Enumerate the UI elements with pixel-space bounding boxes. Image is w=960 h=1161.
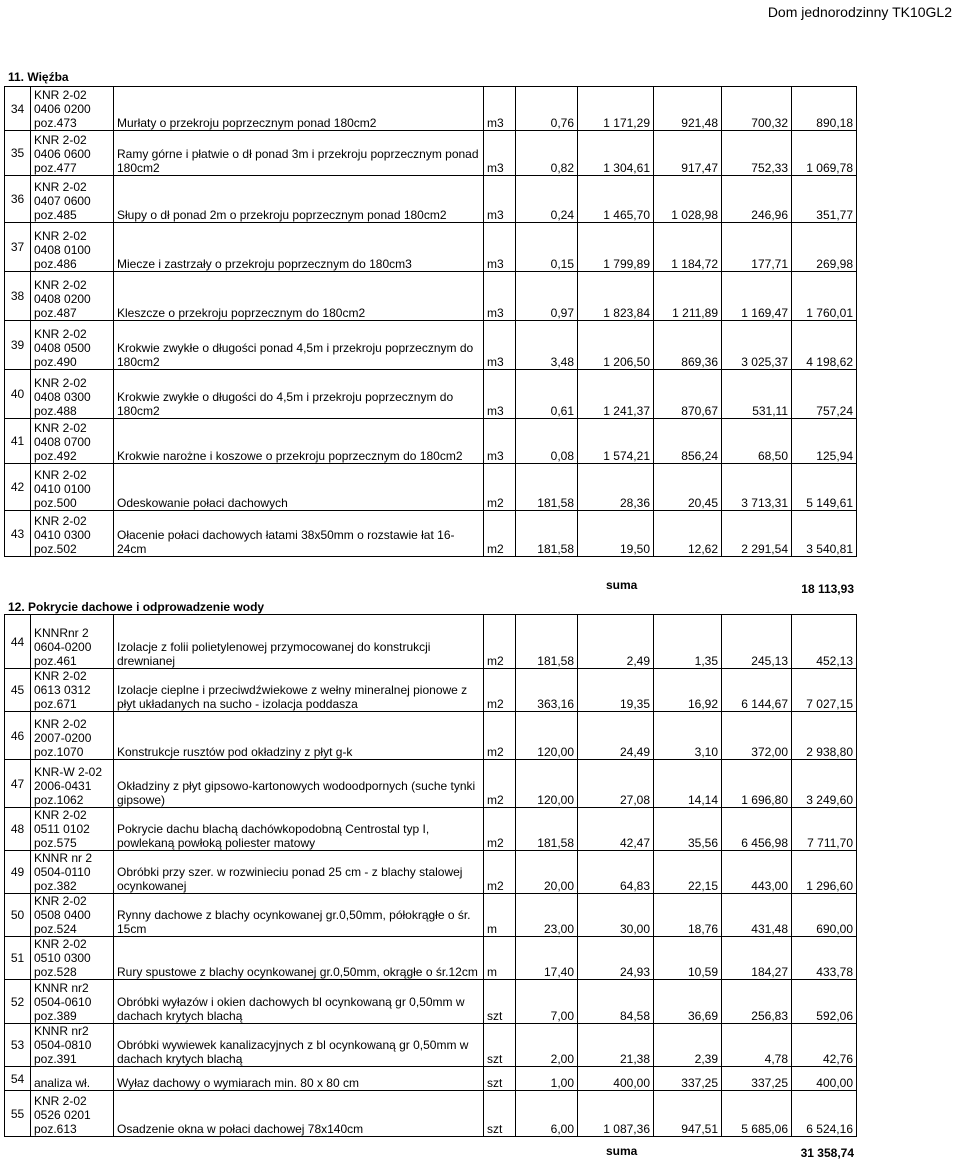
cell-p1: 24,93 <box>578 937 654 980</box>
cell-p2: 337,25 <box>654 1067 722 1091</box>
cell-lp: 40 <box>5 370 31 419</box>
cell-unit: m <box>484 937 516 980</box>
cell-p1: 28,36 <box>578 464 654 511</box>
cell-desc: Obróbki przy szer. w rozwinieciu ponad 25 cm - z blachy stalowej ocynkowanej <box>114 851 484 894</box>
cell-lp: 46 <box>5 712 31 760</box>
cell-val: 269,98 <box>792 223 857 272</box>
cell-desc: Pokrycie dachu blachą dachówkopodobną Centrostal typ I, powlekaną powłoką poliester matowy <box>114 808 484 851</box>
table-row <box>5 760 857 808</box>
cell-p3: 68,50 <box>722 419 792 464</box>
cell-unit: m2 <box>484 760 516 808</box>
cell-val: 1 069,78 <box>792 131 857 176</box>
cell-p2: 1,35 <box>654 615 722 669</box>
cell-lp: 45 <box>5 669 31 712</box>
cell-unit: m2 <box>484 615 516 669</box>
cell-qty: 0,15 <box>516 223 578 272</box>
cell-p3: 246,96 <box>722 176 792 223</box>
cell-desc: Krokwie narożne i koszowe o przekroju poprzecznym do 180cm2 <box>114 419 484 464</box>
cell-val: 690,00 <box>792 894 857 937</box>
cell-lp: 44 <box>5 615 31 669</box>
cell-p3: 4,78 <box>722 1024 792 1067</box>
cell-qty: 7,00 <box>516 980 578 1024</box>
cell-qty: 363,16 <box>516 669 578 712</box>
cell-lp: 35 <box>5 131 31 176</box>
cell-code: KNR 2-02 0510 0300 poz.528 <box>31 937 114 980</box>
cell-val: 757,24 <box>792 370 857 419</box>
cell-lp: 53 <box>5 1024 31 1067</box>
cell-p1: 2,49 <box>578 615 654 669</box>
cell-qty: 0,97 <box>516 272 578 321</box>
cell-p3: 6 144,67 <box>722 669 792 712</box>
cell-code: KNR 2-02 0613 0312 poz.671 <box>31 669 114 712</box>
cell-unit: m2 <box>484 851 516 894</box>
section-title: 12. Pokrycie dachowe i odprowadzenie wody <box>8 600 265 614</box>
table-row <box>5 370 857 419</box>
table-row <box>5 131 857 176</box>
cell-p3: 184,27 <box>722 937 792 980</box>
cell-p2: 921,48 <box>654 87 722 131</box>
cell-code: KNR 2-02 0406 0600 poz.477 <box>31 131 114 176</box>
cell-lp: 55 <box>5 1091 31 1137</box>
cell-p2: 20,45 <box>654 464 722 511</box>
cell-val: 42,76 <box>792 1024 857 1067</box>
cell-lp: 36 <box>5 176 31 223</box>
cell-desc: Kleszcze o przekroju poprzecznym do 180cm2 <box>114 272 484 321</box>
cell-p3: 256,83 <box>722 980 792 1024</box>
cell-code: KNR 2-02 0408 0100 poz.486 <box>31 223 114 272</box>
cell-val: 1 760,01 <box>792 272 857 321</box>
cell-qty: 17,40 <box>516 937 578 980</box>
cell-p2: 869,36 <box>654 321 722 370</box>
cell-code: KNR 2-02 0408 0300 poz.488 <box>31 370 114 419</box>
cell-p3: 5 685,06 <box>722 1091 792 1137</box>
cell-unit: m3 <box>484 272 516 321</box>
cell-p1: 1 206,50 <box>578 321 654 370</box>
cell-lp: 47 <box>5 760 31 808</box>
cell-p2: 1 028,98 <box>654 176 722 223</box>
cell-lp: 42 <box>5 464 31 511</box>
cell-unit: m3 <box>484 419 516 464</box>
cell-unit: m2 <box>484 712 516 760</box>
cell-p2: 1 184,72 <box>654 223 722 272</box>
estimate-table-pokrycie <box>4 614 857 1137</box>
cell-code: KNR 2-02 0407 0600 poz.485 <box>31 176 114 223</box>
table-row <box>5 464 857 511</box>
cell-qty: 23,00 <box>516 894 578 937</box>
cell-code: KNNRnr 2 0604-0200 poz.461 <box>31 615 114 669</box>
cell-unit: m <box>484 894 516 937</box>
cell-val: 433,78 <box>792 937 857 980</box>
cell-p2: 22,15 <box>654 851 722 894</box>
cell-lp: 43 <box>5 511 31 557</box>
cell-desc: Izolacje cieplne i przeciwdźwiekowe z wełny mineralnej pionowe z płyt układanych na sucho - izolacja poddasza <box>114 669 484 712</box>
cell-p3: 443,00 <box>722 851 792 894</box>
cell-lp: 52 <box>5 980 31 1024</box>
cell-desc: Rynny dachowe z blachy ocynkowanej gr.0,50mm, półokrągłe o śr. 15cm <box>114 894 484 937</box>
cell-unit: m3 <box>484 176 516 223</box>
cell-desc: Obróbki wyłazów i okien dachowych bl ocynkowaną gr 0,50mm w dachach krytych blachą <box>114 980 484 1024</box>
cell-unit: m2 <box>484 511 516 557</box>
cell-val: 4 198,62 <box>792 321 857 370</box>
table-row <box>5 894 857 937</box>
estimate-table-wiezba <box>4 86 857 557</box>
cell-p3: 752,33 <box>722 131 792 176</box>
table-row <box>5 615 857 669</box>
cell-code: KNR 2-02 0408 0700 poz.492 <box>31 419 114 464</box>
cell-p1: 1 799,89 <box>578 223 654 272</box>
cell-qty: 181,58 <box>516 464 578 511</box>
cell-desc: Murłaty o przekroju poprzecznym ponad 180cm2 <box>114 87 484 131</box>
cell-p2: 10,59 <box>654 937 722 980</box>
table-row <box>5 1091 857 1137</box>
cell-p1: 84,58 <box>578 980 654 1024</box>
cell-desc: Ołacenie połaci dachowych łatami 38x50mm o rozstawie łat 16-24cm <box>114 511 484 557</box>
table-row <box>5 176 857 223</box>
cell-code: KNR 2-02 0406 0200 poz.473 <box>31 87 114 131</box>
cell-code: analiza wł. <box>31 1067 114 1091</box>
cell-qty: 6,00 <box>516 1091 578 1137</box>
table-row <box>5 980 857 1024</box>
document-title: Dom jednorodzinny TK10GL2 <box>767 4 952 20</box>
cell-unit: m3 <box>484 87 516 131</box>
cell-qty: 181,58 <box>516 808 578 851</box>
cell-desc: Konstrukcje rusztów pod okładziny z płyt g-k <box>114 712 484 760</box>
table-row <box>5 511 857 557</box>
cell-unit: m3 <box>484 223 516 272</box>
cell-p2: 3,10 <box>654 712 722 760</box>
table-row <box>5 419 857 464</box>
cell-code: KNR 2-02 0410 0300 poz.502 <box>31 511 114 557</box>
cell-p2: 856,24 <box>654 419 722 464</box>
cell-p1: 64,83 <box>578 851 654 894</box>
cell-val: 3 540,81 <box>792 511 857 557</box>
cell-val: 400,00 <box>792 1067 857 1091</box>
suma-value: 31 358,74 <box>800 1146 854 1160</box>
cell-p3: 3 713,31 <box>722 464 792 511</box>
table-row <box>5 1024 857 1067</box>
cell-p2: 917,47 <box>654 131 722 176</box>
cell-lp: 38 <box>5 272 31 321</box>
cell-val: 7 711,70 <box>792 808 857 851</box>
cell-desc: Okładziny z płyt gipsowo-kartonowych wodoodpornych (suche tynki gipsowe) <box>114 760 484 808</box>
cell-qty: 0,61 <box>516 370 578 419</box>
cell-lp: 51 <box>5 937 31 980</box>
cell-code: KNR-W 2-02 2006-0431 poz.1062 <box>31 760 114 808</box>
cell-desc: Izolacje z folii polietylenowej przymocowanej do konstrukcji drewnianej <box>114 615 484 669</box>
section-title: 11. Więźba <box>8 70 69 84</box>
suma-value: 18 113,93 <box>801 582 854 596</box>
cell-unit: m3 <box>484 131 516 176</box>
cell-p2: 18,76 <box>654 894 722 937</box>
cell-p3: 2 291,54 <box>722 511 792 557</box>
cell-unit: m3 <box>484 370 516 419</box>
cell-qty: 1,00 <box>516 1067 578 1091</box>
cell-qty: 120,00 <box>516 712 578 760</box>
cell-p1: 1 304,61 <box>578 131 654 176</box>
cell-p1: 24,49 <box>578 712 654 760</box>
cell-lp: 41 <box>5 419 31 464</box>
cell-p1: 1 087,36 <box>578 1091 654 1137</box>
cell-p1: 27,08 <box>578 760 654 808</box>
cell-p3: 245,13 <box>722 615 792 669</box>
cell-p3: 6 456,98 <box>722 808 792 851</box>
table-row <box>5 808 857 851</box>
cell-qty: 0,76 <box>516 87 578 131</box>
cell-qty: 0,82 <box>516 131 578 176</box>
table-row <box>5 223 857 272</box>
cell-unit: szt <box>484 980 516 1024</box>
cell-code: KNR 2-02 0408 0200 poz.487 <box>31 272 114 321</box>
cell-code: KNR 2-02 0410 0100 poz.500 <box>31 464 114 511</box>
table-row <box>5 669 857 712</box>
table-row <box>5 321 857 370</box>
cell-p2: 36,69 <box>654 980 722 1024</box>
cell-p1: 42,47 <box>578 808 654 851</box>
cell-unit: szt <box>484 1067 516 1091</box>
cell-lp: 34 <box>5 87 31 131</box>
cell-p1: 1 241,37 <box>578 370 654 419</box>
cell-lp: 37 <box>5 223 31 272</box>
table-row <box>5 272 857 321</box>
cell-desc: Obróbki wywiewek kanalizacyjnych z bl ocynkowaną gr 0,50mm w dachach krytych blachą <box>114 1024 484 1067</box>
cell-desc: Wyłaz dachowy o wymiarach min. 80 x 80 cm <box>114 1067 484 1091</box>
cell-unit: m2 <box>484 464 516 511</box>
cell-code: KNR 2-02 0511 0102 poz.575 <box>31 808 114 851</box>
cell-val: 6 524,16 <box>792 1091 857 1137</box>
cell-qty: 20,00 <box>516 851 578 894</box>
cell-desc: Rury spustowe z blachy ocynkowanej gr.0,50mm, okrągłe o śr.12cm <box>114 937 484 980</box>
cell-val: 3 249,60 <box>792 760 857 808</box>
table-row <box>5 712 857 760</box>
cell-p3: 177,71 <box>722 223 792 272</box>
cell-code: KNNR nr2 0504-0810 poz.391 <box>31 1024 114 1067</box>
cell-val: 1 296,60 <box>792 851 857 894</box>
cell-lp: 48 <box>5 808 31 851</box>
cell-p1: 400,00 <box>578 1067 654 1091</box>
cell-p3: 1 696,80 <box>722 760 792 808</box>
cell-p3: 700,32 <box>722 87 792 131</box>
cell-val: 592,06 <box>792 980 857 1024</box>
cell-p1: 19,35 <box>578 669 654 712</box>
cell-val: 890,18 <box>792 87 857 131</box>
cell-code: KNNR nr 2 0504-0110 poz.382 <box>31 851 114 894</box>
cell-val: 125,94 <box>792 419 857 464</box>
cell-desc: Krokwie zwykłe o długości ponad 4,5m i przekroju poprzecznym do 180cm2 <box>114 321 484 370</box>
cell-code: KNR 2-02 0526 0201 poz.613 <box>31 1091 114 1137</box>
cell-qty: 0,24 <box>516 176 578 223</box>
cell-val: 452,13 <box>792 615 857 669</box>
cell-p2: 35,56 <box>654 808 722 851</box>
cell-unit: m2 <box>484 669 516 712</box>
cell-desc: Krokwie zwykłe o długości do 4,5m i przekroju poprzecznym do 180cm2 <box>114 370 484 419</box>
cell-unit: szt <box>484 1024 516 1067</box>
cell-p2: 1 211,89 <box>654 272 722 321</box>
cell-p3: 372,00 <box>722 712 792 760</box>
cell-p1: 1 823,84 <box>578 272 654 321</box>
cell-qty: 0,08 <box>516 419 578 464</box>
cell-desc: Ramy górne i płatwie o dł ponad 3m i przekroju poprzecznym ponad 180cm2 <box>114 131 484 176</box>
cell-p3: 3 025,37 <box>722 321 792 370</box>
cell-p1: 30,00 <box>578 894 654 937</box>
cell-unit: szt <box>484 1091 516 1137</box>
cell-unit: m2 <box>484 808 516 851</box>
cell-p1: 21,38 <box>578 1024 654 1067</box>
cell-p1: 1 574,21 <box>578 419 654 464</box>
table-row <box>5 87 857 131</box>
cell-lp: 54 <box>5 1067 31 1091</box>
cell-p2: 16,92 <box>654 669 722 712</box>
cell-unit: m3 <box>484 321 516 370</box>
cell-desc: Osadzenie okna w połaci dachowej 78x140cm <box>114 1091 484 1137</box>
cell-p3: 431,48 <box>722 894 792 937</box>
cell-p2: 12,62 <box>654 511 722 557</box>
cell-p3: 531,11 <box>722 370 792 419</box>
cell-qty: 2,00 <box>516 1024 578 1067</box>
cell-code: KNR 2-02 2007-0200 poz.1070 <box>31 712 114 760</box>
cell-desc: Słupy o dł ponad 2m o przekroju poprzecznym ponad 180cm2 <box>114 176 484 223</box>
table-row <box>5 851 857 894</box>
cell-val: 2 938,80 <box>792 712 857 760</box>
cell-p2: 947,51 <box>654 1091 722 1137</box>
table-row <box>5 937 857 980</box>
cell-p2: 14,14 <box>654 760 722 808</box>
cell-qty: 181,58 <box>516 615 578 669</box>
cell-qty: 181,58 <box>516 511 578 557</box>
cell-p1: 1 171,29 <box>578 87 654 131</box>
cell-desc: Miecze i zastrzały o przekroju poprzecznym do 180cm3 <box>114 223 484 272</box>
cell-p2: 2,39 <box>654 1024 722 1067</box>
cell-p1: 19,50 <box>578 511 654 557</box>
suma-label: suma <box>606 578 638 592</box>
cell-val: 7 027,15 <box>792 669 857 712</box>
cell-code: KNNR nr2 0504-0610 poz.389 <box>31 980 114 1024</box>
cell-qty: 3,48 <box>516 321 578 370</box>
cell-val: 5 149,61 <box>792 464 857 511</box>
cell-code: KNR 2-02 0508 0400 poz.524 <box>31 894 114 937</box>
cell-val: 351,77 <box>792 176 857 223</box>
cell-lp: 50 <box>5 894 31 937</box>
table-row <box>5 1067 857 1091</box>
cell-desc: Odeskowanie połaci dachowych <box>114 464 484 511</box>
cell-code: KNR 2-02 0408 0500 poz.490 <box>31 321 114 370</box>
suma-label: suma <box>606 1144 638 1158</box>
cell-lp: 49 <box>5 851 31 894</box>
cell-p2: 870,67 <box>654 370 722 419</box>
cell-p3: 337,25 <box>722 1067 792 1091</box>
cell-p3: 1 169,47 <box>722 272 792 321</box>
cell-p1: 1 465,70 <box>578 176 654 223</box>
cell-lp: 39 <box>5 321 31 370</box>
cell-qty: 120,00 <box>516 760 578 808</box>
